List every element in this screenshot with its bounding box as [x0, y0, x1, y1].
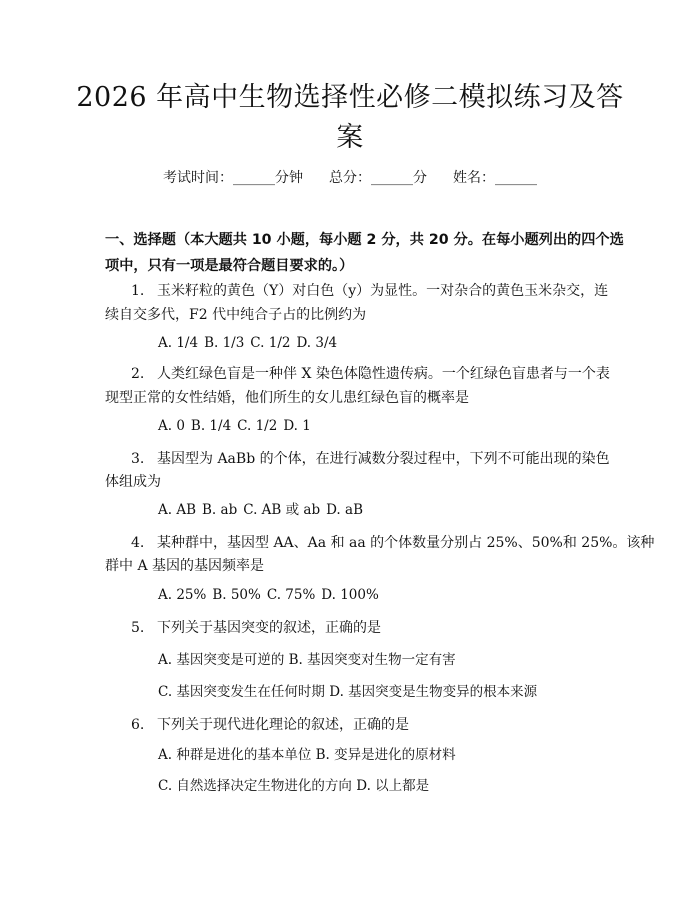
question-5-options-line2: C. 基因突变发生在任何时期 D. 基因突变是生物变异的根本来源: [158, 684, 538, 700]
question-4-options: [158, 585, 598, 605]
option-c: C. 1/2: [237, 418, 278, 434]
question-text: 基因型为 AaBb 的个体，在进行减数分裂过程中，下列不可能出现的染色: [157, 451, 610, 467]
question-number: 5.: [131, 620, 145, 636]
option-d: D. 3/4: [296, 335, 338, 351]
question-4-line2: 群中 A 基因的基因频率是: [105, 558, 265, 574]
option-c: C. 1/2: [250, 335, 291, 351]
option-b: B. 1/3: [204, 335, 245, 351]
question-text: 下列关于现代进化理论的叙述，正确的是: [157, 717, 409, 733]
page-title-line1: 2026 年高中生物选择性必修二模拟练习及答: [76, 82, 624, 113]
question-6-options-line2: C. 自然选择决定生物进化的方向 D. 以上都是: [158, 778, 430, 794]
section-heading-line2: 项中，只有一项是最符合题目要求的。）: [105, 258, 354, 274]
question-5-options-line1: A. 基因突变是可逆的 B. 基因突变对生物一定有害: [158, 652, 456, 668]
total-score-field: 总分：______分: [329, 170, 427, 186]
option-d: D. 100%: [321, 587, 379, 603]
option-a: A. 0: [158, 418, 185, 434]
question-1-line2: 续自交多代，F2 代中纯合子占的比例约为: [105, 307, 367, 323]
question-number: 4.: [131, 535, 145, 551]
question-text: 某种群中，基因型 AA、Aa 和 aa 的个体数量分别占 25%、50%和 25%。该种: [157, 535, 655, 551]
option-a: A. AB: [158, 502, 197, 518]
question-text: 人类红绿色盲是一种伴 X 染色体隐性遗传病。一个红绿色盲患者与一个表: [157, 366, 610, 382]
question-3-options: [158, 500, 598, 520]
option-d: D. 1: [283, 418, 311, 434]
question-number: 6.: [131, 717, 145, 733]
question-3-line1: [105, 449, 610, 469]
option-b: B. 50%: [212, 587, 261, 603]
section-heading-line1: 一、选择题（本大题共 10 小题，每小题 2 分，共 20 分。在每小题列出的四个选: [105, 232, 624, 248]
question-2-options: [158, 416, 598, 436]
student-name-field: 姓名：______: [453, 170, 537, 186]
question-number: 1.: [131, 283, 145, 299]
question-5-line1: [105, 618, 605, 638]
question-2-line2: 现型正常的女性结婚，他们所生的女儿患红绿色盲的概率是: [105, 390, 469, 406]
question-1-options: [158, 333, 598, 353]
option-d: D. aB: [326, 502, 363, 518]
question-4-line1: [105, 533, 655, 553]
question-2-line1: [105, 364, 610, 384]
option-c: C. AB 或 ab: [243, 502, 321, 518]
option-c: C. 75%: [266, 587, 316, 603]
question-text: 下列关于基因突变的叙述，正确的是: [157, 620, 381, 636]
exam-meta-row: [0, 168, 700, 188]
question-6-options-line1: A. 种群是进化的基本单位 B. 变异是进化的原材料: [158, 747, 456, 763]
question-1-line1: [105, 281, 609, 301]
question-text: 玉米籽粒的黄色（Y）对白色（y）为显性。一对杂合的黄色玉米杂交，连: [157, 283, 609, 299]
question-number: 2.: [131, 366, 145, 382]
option-b: B. ab: [202, 502, 238, 518]
page-title-line2: 案: [336, 122, 364, 153]
option-a: A. 1/4: [158, 335, 199, 351]
question-6-line1: [105, 715, 605, 735]
option-a: A. 25%: [158, 587, 207, 603]
exam-time-field: 考试时间：______分钟: [163, 170, 303, 186]
question-number: 3.: [131, 451, 145, 467]
option-b: B. 1/4: [190, 418, 232, 434]
question-3-line2: 体组成为: [105, 474, 161, 490]
